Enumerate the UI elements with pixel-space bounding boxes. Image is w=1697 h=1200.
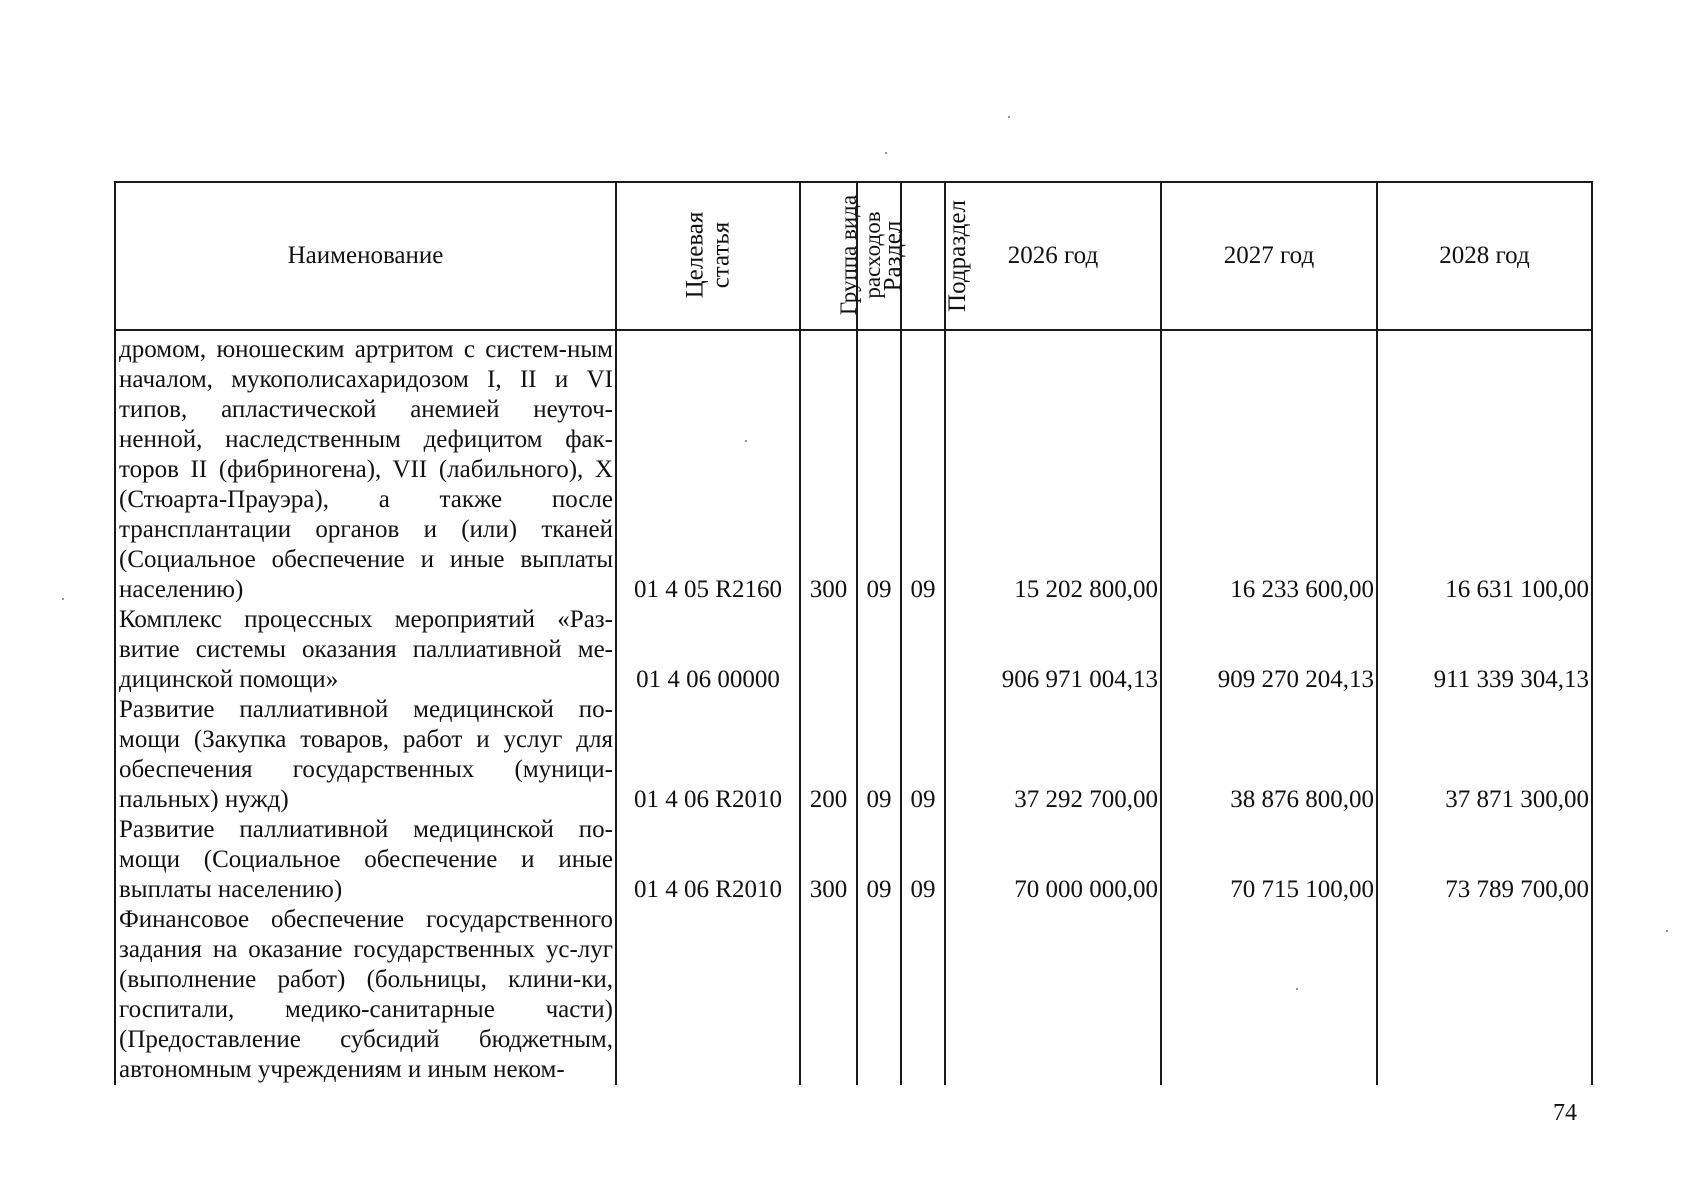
- row-amount-2026: 70 000 000,00: [945, 815, 1161, 905]
- row-name: Развитие паллиативной медицинской по-мощи (Закупка товаров, работ и услуг для обеспечения государственных (муници-пальных) нужд): [115, 695, 616, 815]
- page-number: 74: [1553, 1100, 1577, 1126]
- row-subsection: 09: [901, 695, 945, 815]
- header-name: Наименование: [115, 182, 616, 330]
- header-section-label: Раздел: [879, 220, 907, 292]
- row-subsection: [901, 905, 945, 1085]
- scan-speck: [1666, 930, 1668, 932]
- budget-table: [114, 181, 1593, 1085]
- header-year-2027: 2027 год: [1161, 182, 1377, 330]
- row-expense-group: 300: [800, 815, 857, 905]
- row-amount-2028: 37 871 300,00: [1377, 695, 1592, 815]
- table-row: [115, 815, 1592, 905]
- row-section: 09: [857, 815, 901, 905]
- row-expense-group: 300: [800, 330, 857, 605]
- table-body: [115, 330, 1592, 1085]
- row-amount-2026: [945, 905, 1161, 1085]
- row-expense-group: [800, 905, 857, 1085]
- table-header: [115, 182, 1592, 330]
- header-subsection: [901, 182, 971, 330]
- row-name: Развитие паллиативной медицинской по-мощи (Социальное обеспечение и иные выплаты населению): [115, 815, 616, 905]
- row-section: 09: [857, 330, 901, 605]
- row-amount-2028: 73 789 700,00: [1377, 815, 1592, 905]
- row-amount-2027: 909 270 204,13: [1161, 605, 1377, 695]
- row-expense-group: 200: [800, 695, 857, 815]
- header-year-2026: 2026 год: [945, 182, 1161, 330]
- row-amount-2028: [1377, 905, 1592, 1085]
- header-target-article-line-2: статья: [706, 221, 734, 289]
- table-row: [115, 695, 1592, 815]
- table-row: [115, 605, 1592, 695]
- row-target-article: [616, 905, 800, 1085]
- row-name: Финансовое обеспечение государственного задания на оказание государственных ус-луг (выполнение работ) (больницы, клини-ки, госпитали, медико-санитарные части) (Предоставление субсидий бюджетным, автономным учреждениям и иным неком-: [115, 905, 616, 1085]
- row-name: дромом, юношеским артритом с систем-ным началом, мукополисахаридозом I, II и VI типов, апластической анемией неуточ-ненной, наследственным дефицитом фак-торов II (фибриногена), VII (лабильного), X (Стюарта-Прауэра), а также после трансплантации органов и (или) тканей (Социальное обеспечение и иные выплаты населению): [115, 330, 616, 605]
- row-target-article: 01 4 06 R2010: [616, 695, 800, 815]
- table-row: [115, 905, 1592, 1085]
- table-row: [115, 330, 1592, 605]
- row-amount-2028: 16 631 100,00: [1377, 330, 1592, 605]
- row-section: [857, 905, 901, 1085]
- row-amount-2027: 70 715 100,00: [1161, 815, 1377, 905]
- scan-speck: [1296, 988, 1298, 990]
- row-target-article: 01 4 06 R2010: [616, 815, 800, 905]
- row-section: [857, 605, 901, 695]
- scan-speck: [885, 152, 887, 154]
- scan-speck: [62, 598, 64, 600]
- scan-speck: [1008, 116, 1010, 118]
- header-target-article: [616, 182, 800, 330]
- row-expense-group: [800, 605, 857, 695]
- row-amount-2027: 38 876 800,00: [1161, 695, 1377, 815]
- row-name: Комплекс процессных мероприятий «Раз-витие системы оказания паллиативной ме-дицинской помощи»: [115, 605, 616, 695]
- row-amount-2027: 16 233 600,00: [1161, 330, 1377, 605]
- row-amount-2026: 37 292 700,00: [945, 695, 1161, 815]
- row-subsection: [901, 605, 945, 695]
- header-expense-group-line-1: Группа вида: [836, 194, 862, 315]
- header-expense-group: [800, 182, 886, 330]
- row-amount-2028: 911 339 304,13: [1377, 605, 1592, 695]
- row-section: 09: [857, 695, 901, 815]
- row-target-article: 01 4 06 00000: [616, 605, 800, 695]
- row-amount-2026: 906 971 004,13: [945, 605, 1161, 695]
- header-target-article-line-1: Целевая: [680, 211, 708, 299]
- row-subsection: 09: [901, 330, 945, 605]
- row-target-article: 01 4 05 R2160: [616, 330, 800, 605]
- header-subsection-label: Подраздел: [943, 200, 971, 312]
- row-amount-2026: 15 202 800,00: [945, 330, 1161, 605]
- row-amount-2027: [1161, 905, 1377, 1085]
- row-subsection: 09: [901, 815, 945, 905]
- scan-speck: [745, 440, 747, 442]
- header-year-2028: 2028 год: [1377, 182, 1592, 330]
- header-expense-group-line-2: расходов: [860, 210, 886, 299]
